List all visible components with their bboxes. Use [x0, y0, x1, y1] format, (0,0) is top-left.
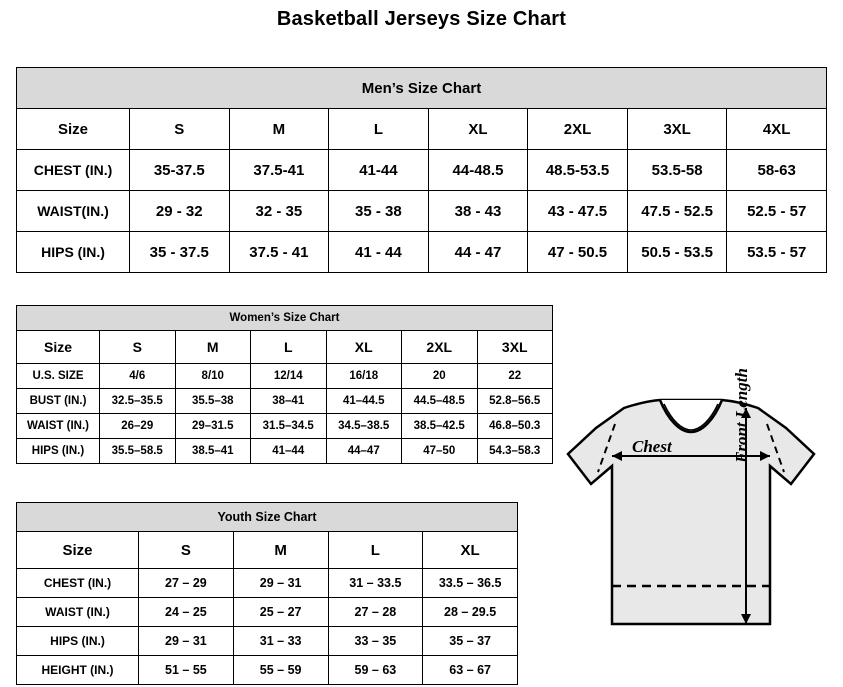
table-cell: 47 - 50.5	[528, 232, 628, 273]
table-cell: 12/14	[251, 364, 327, 389]
column-header: Size	[17, 532, 139, 569]
table-cell: 27 – 28	[328, 598, 423, 627]
column-header: XL	[428, 109, 528, 150]
table-cell: 26–29	[100, 414, 176, 439]
womens-size-chart-table	[16, 305, 553, 464]
table-cell: 31.5–34.5	[251, 414, 327, 439]
table-cell: 41–44.5	[326, 389, 402, 414]
jersey-measurement-diagram	[546, 368, 836, 668]
table-row	[17, 191, 827, 232]
table-cell: 32 - 35	[229, 191, 329, 232]
table-cell: 44–47	[326, 439, 402, 464]
table-row	[17, 656, 518, 685]
column-header: 3XL	[627, 109, 727, 150]
table-cell: 35.5–58.5	[100, 439, 176, 464]
table-cell: 29 – 31	[233, 569, 328, 598]
row-label: HEIGHT (IN.)	[17, 656, 139, 685]
table-header-row	[17, 331, 553, 364]
row-label: WAIST (IN.)	[17, 598, 139, 627]
table-cell: 54.3–58.3	[477, 439, 553, 464]
table-cell: 44-48.5	[428, 150, 528, 191]
table-row	[17, 598, 518, 627]
mens-chart-caption: Men’s Size Chart	[17, 68, 827, 109]
row-label: HIPS (IN.)	[17, 439, 100, 464]
table-cell: 35-37.5	[130, 150, 230, 191]
table-cell: 37.5 - 41	[229, 232, 329, 273]
table-cell: 31 – 33	[233, 627, 328, 656]
row-label: CHEST (IN.)	[17, 150, 130, 191]
column-header: XL	[326, 331, 402, 364]
table-cell: 20	[402, 364, 478, 389]
column-header: 3XL	[477, 331, 553, 364]
table-row	[17, 389, 553, 414]
table-cell: 29–31.5	[175, 414, 251, 439]
column-header: L	[328, 532, 423, 569]
mens-size-chart-table	[16, 67, 827, 273]
column-header: XL	[423, 532, 518, 569]
youth-size-chart-table	[16, 502, 518, 685]
table-cell: 52.5 - 57	[727, 191, 827, 232]
table-cell: 41–44	[251, 439, 327, 464]
table-cell: 53.5-58	[627, 150, 727, 191]
column-header: M	[229, 109, 329, 150]
table-caption-row	[17, 503, 518, 532]
table-cell: 41-44	[329, 150, 429, 191]
column-header: Size	[17, 331, 100, 364]
table-cell: 63 – 67	[423, 656, 518, 685]
column-header: Size	[17, 109, 130, 150]
table-cell: 58-63	[727, 150, 827, 191]
table-cell: 38–41	[251, 389, 327, 414]
table-cell: 51 – 55	[139, 656, 234, 685]
column-header: S	[100, 331, 176, 364]
table-cell: 16/18	[326, 364, 402, 389]
jersey-illustration-svg	[546, 368, 836, 668]
column-header: L	[251, 331, 327, 364]
table-cell: 8/10	[175, 364, 251, 389]
table-cell: 37.5-41	[229, 150, 329, 191]
table-cell: 24 – 25	[139, 598, 234, 627]
table-cell: 55 – 59	[233, 656, 328, 685]
table-cell: 53.5 - 57	[727, 232, 827, 273]
row-label: U.S. SIZE	[17, 364, 100, 389]
table-cell: 44 - 47	[428, 232, 528, 273]
column-header: 2XL	[528, 109, 628, 150]
table-cell: 27 – 29	[139, 569, 234, 598]
table-cell: 28 – 29.5	[423, 598, 518, 627]
row-label: HIPS (IN.)	[17, 627, 139, 656]
table-header-row	[17, 532, 518, 569]
column-header: S	[139, 532, 234, 569]
table-cell: 38.5–41	[175, 439, 251, 464]
column-header: M	[233, 532, 328, 569]
column-header: 2XL	[402, 331, 478, 364]
table-cell: 35 – 37	[423, 627, 518, 656]
table-cell: 47–50	[402, 439, 478, 464]
table-cell: 22	[477, 364, 553, 389]
table-cell: 31 – 33.5	[328, 569, 423, 598]
table-cell: 35 - 38	[329, 191, 429, 232]
table-cell: 35 - 37.5	[130, 232, 230, 273]
table-row	[17, 627, 518, 656]
table-cell: 25 – 27	[233, 598, 328, 627]
table-cell: 33.5 – 36.5	[423, 569, 518, 598]
row-label: HIPS (IN.)	[17, 232, 130, 273]
column-header: L	[329, 109, 429, 150]
table-row	[17, 439, 553, 464]
table-cell: 48.5-53.5	[528, 150, 628, 191]
table-cell: 29 – 31	[139, 627, 234, 656]
column-header: S	[130, 109, 230, 150]
table-cell: 33 – 35	[328, 627, 423, 656]
front-length-label: Front Length	[732, 368, 751, 463]
column-header: 4XL	[727, 109, 827, 150]
chest-label: Chest	[632, 437, 672, 456]
table-cell: 47.5 - 52.5	[627, 191, 727, 232]
table-cell: 44.5–48.5	[402, 389, 478, 414]
table-cell: 46.8–50.3	[477, 414, 553, 439]
table-row	[17, 414, 553, 439]
table-cell: 59 – 63	[328, 656, 423, 685]
table-header-row	[17, 109, 827, 150]
jersey-outline	[568, 400, 814, 624]
table-cell: 32.5–35.5	[100, 389, 176, 414]
table-row	[17, 150, 827, 191]
table-cell: 50.5 - 53.5	[627, 232, 727, 273]
table-cell: 29 - 32	[130, 191, 230, 232]
row-label: WAIST(IN.)	[17, 191, 130, 232]
table-row	[17, 364, 553, 389]
table-cell: 38 - 43	[428, 191, 528, 232]
womens-chart-caption: Women’s Size Chart	[17, 306, 553, 331]
table-cell: 43 - 47.5	[528, 191, 628, 232]
row-label: CHEST (IN.)	[17, 569, 139, 598]
table-cell: 4/6	[100, 364, 176, 389]
table-cell: 34.5–38.5	[326, 414, 402, 439]
table-cell: 35.5–38	[175, 389, 251, 414]
row-label: BUST (IN.)	[17, 389, 100, 414]
column-header: M	[175, 331, 251, 364]
page-title: Basketball Jerseys Size Chart	[276, 8, 567, 30]
table-caption-row	[17, 306, 553, 331]
row-label: WAIST (IN.)	[17, 414, 100, 439]
table-row	[17, 569, 518, 598]
youth-chart-caption: Youth Size Chart	[17, 503, 518, 532]
table-cell: 52.8–56.5	[477, 389, 553, 414]
table-cell: 41 - 44	[329, 232, 429, 273]
table-caption-row	[17, 68, 827, 109]
table-cell: 38.5–42.5	[402, 414, 478, 439]
table-row	[17, 232, 827, 273]
